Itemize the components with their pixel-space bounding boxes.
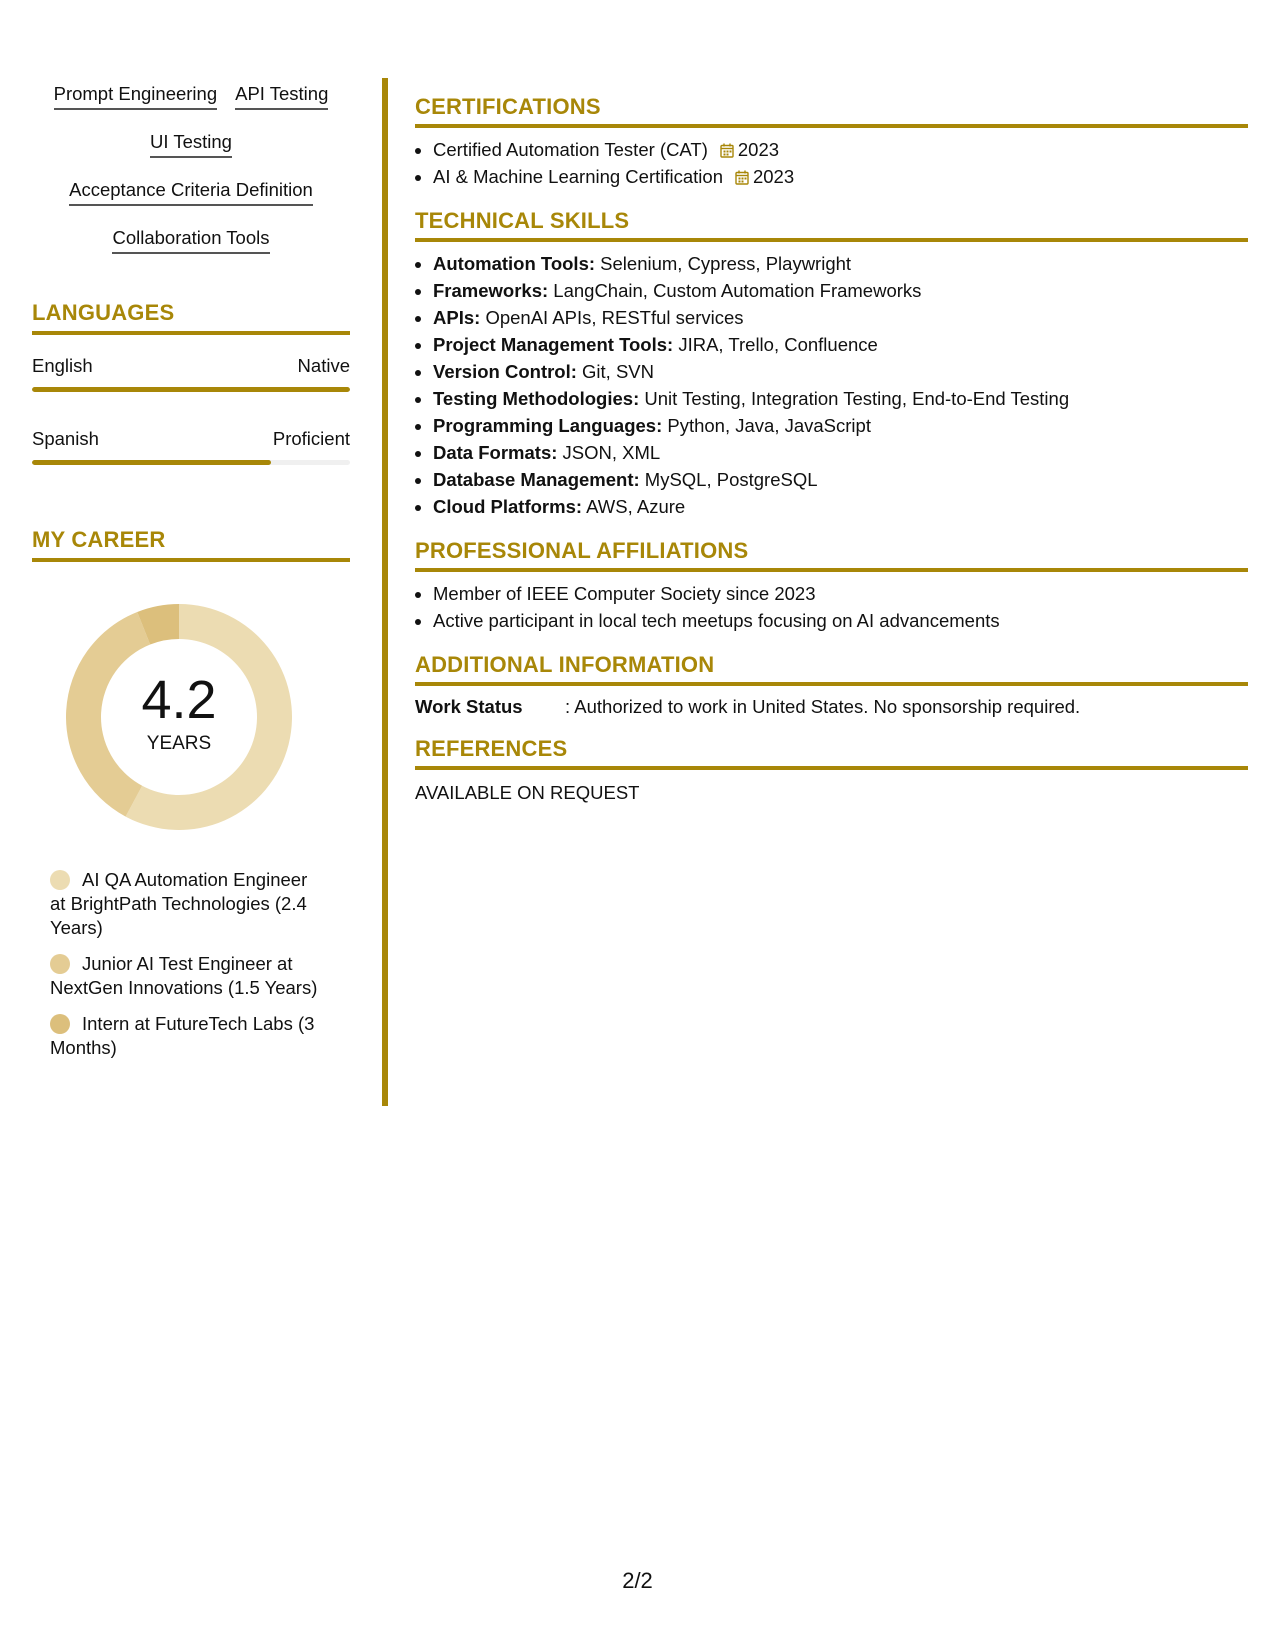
language-name: Spanish	[32, 428, 99, 449]
certification-year: 2023	[737, 139, 780, 160]
technical-skill-item	[433, 304, 1248, 331]
affiliations-title: PROFESSIONAL AFFILIATIONS	[415, 538, 1248, 572]
affiliation-item: • Active participant in local tech meetups focusing on AI advancements	[433, 607, 1248, 634]
language-level: Proficient	[272, 428, 350, 449]
skill-category: APIs:	[433, 307, 481, 328]
skill-tag: UI Testing	[150, 130, 232, 158]
additional-info-section	[415, 652, 1248, 718]
certifications-title: CERTIFICATIONS	[415, 94, 1248, 128]
skill-values: LangChain, Custom Automation Frameworks	[553, 280, 922, 301]
skill-tag: Prompt Engineering	[54, 82, 218, 110]
career-legend	[50, 868, 320, 1060]
career-total-unit: YEARS	[146, 733, 212, 754]
language-bar-fill	[32, 387, 350, 392]
page-number: 2/2	[622, 1568, 653, 1593]
languages-title: LANGUAGES	[32, 300, 350, 335]
technical-skills-section	[415, 208, 1248, 520]
language-bar-fill	[32, 460, 271, 465]
skill-tag: Collaboration Tools	[112, 226, 269, 254]
skill-category: Testing Methodologies:	[433, 388, 640, 409]
technical-skill-item	[433, 331, 1248, 358]
skill-values: MySQL, PostgreSQL	[644, 469, 818, 490]
calendar-icon	[735, 170, 749, 185]
technical-skill-item	[433, 493, 1248, 520]
certification-name: Certified Automation Tester (CAT)	[433, 139, 708, 160]
affiliation-item: • Member of IEEE Computer Society since 2023	[433, 580, 1248, 607]
certifications-section	[415, 94, 1248, 190]
work-status-label: Work Status	[415, 696, 523, 717]
language-name: English	[32, 355, 93, 376]
column-divider	[382, 78, 388, 1106]
skill-category: Data Formats:	[433, 442, 558, 463]
skill-values: OpenAI APIs, RESTful services	[485, 307, 744, 328]
skill-category: Project Management Tools:	[433, 334, 674, 355]
work-status-value: : Authorized to work in United States. No sponsorship required.	[565, 696, 1081, 717]
career-legend-item	[50, 952, 320, 1000]
language-english	[32, 355, 350, 392]
technical-skills-title: TECHNICAL SKILLS	[415, 208, 1248, 242]
skill-tag: Acceptance Criteria Definition	[69, 178, 313, 206]
certification-item	[433, 136, 1248, 163]
skill-values: Python, Java, JavaScript	[667, 415, 871, 436]
calendar-icon	[720, 143, 734, 158]
career-total-years: 4.2	[141, 670, 217, 730]
language-bar	[32, 387, 350, 392]
career-legend-item	[50, 868, 320, 940]
skill-category: Frameworks:	[433, 280, 549, 301]
skill-values: JSON, XML	[562, 442, 661, 463]
career-donut-chart	[66, 604, 292, 830]
skill-category: Database Management:	[433, 469, 640, 490]
technical-skill-item	[433, 439, 1248, 466]
language-spanish	[32, 428, 350, 465]
technical-skill-item	[433, 412, 1248, 439]
right-column	[415, 94, 1248, 822]
skill-category: Programming Languages:	[433, 415, 663, 436]
career-legend-label: Intern at FutureTech Labs (3 Months)	[50, 1013, 315, 1058]
technical-skill-item	[433, 466, 1248, 493]
affiliations-section	[415, 538, 1248, 634]
career-legend-item	[50, 1012, 320, 1060]
skill-values: JIRA, Trello, Confluence	[678, 334, 878, 355]
skill-category: Automation Tools:	[433, 253, 596, 274]
career-title: MY CAREER	[32, 527, 350, 562]
skill-values: Git, SVN	[582, 361, 655, 382]
certification-year: 2023	[752, 166, 795, 187]
skill-values: AWS, Azure	[586, 496, 686, 517]
skill-values: Unit Testing, Integration Testing, End-to-End Testing	[644, 388, 1070, 409]
career-legend-label: AI QA Automation Engineer at BrightPath Technologies (2.4 Years)	[50, 869, 308, 938]
skill-tags	[32, 82, 350, 254]
references-title: REFERENCES	[415, 736, 1248, 770]
skill-category: Cloud Platforms:	[433, 496, 583, 517]
certification-name: AI & Machine Learning Certification	[433, 166, 723, 187]
legend-dot	[50, 870, 70, 890]
skill-category: Version Control:	[433, 361, 577, 382]
references-section	[415, 736, 1248, 804]
legend-dot	[50, 1014, 70, 1034]
legend-dot	[50, 954, 70, 974]
language-level: Native	[297, 355, 350, 376]
career-legend-label: Junior AI Test Engineer at NextGen Innovations (1.5 Years)	[50, 953, 318, 998]
technical-skill-item	[433, 277, 1248, 304]
references-text: AVAILABLE ON REQUEST	[415, 782, 640, 803]
additional-info-title: ADDITIONAL INFORMATION	[415, 652, 1248, 686]
skill-tag: API Testing	[235, 82, 328, 110]
technical-skill-item	[433, 250, 1248, 277]
technical-skill-item	[433, 358, 1248, 385]
left-column	[32, 82, 350, 1072]
language-bar	[32, 460, 350, 465]
technical-skill-item	[433, 385, 1248, 412]
certification-item	[433, 163, 1248, 190]
skill-values: Selenium, Cypress, Playwright	[600, 253, 852, 274]
